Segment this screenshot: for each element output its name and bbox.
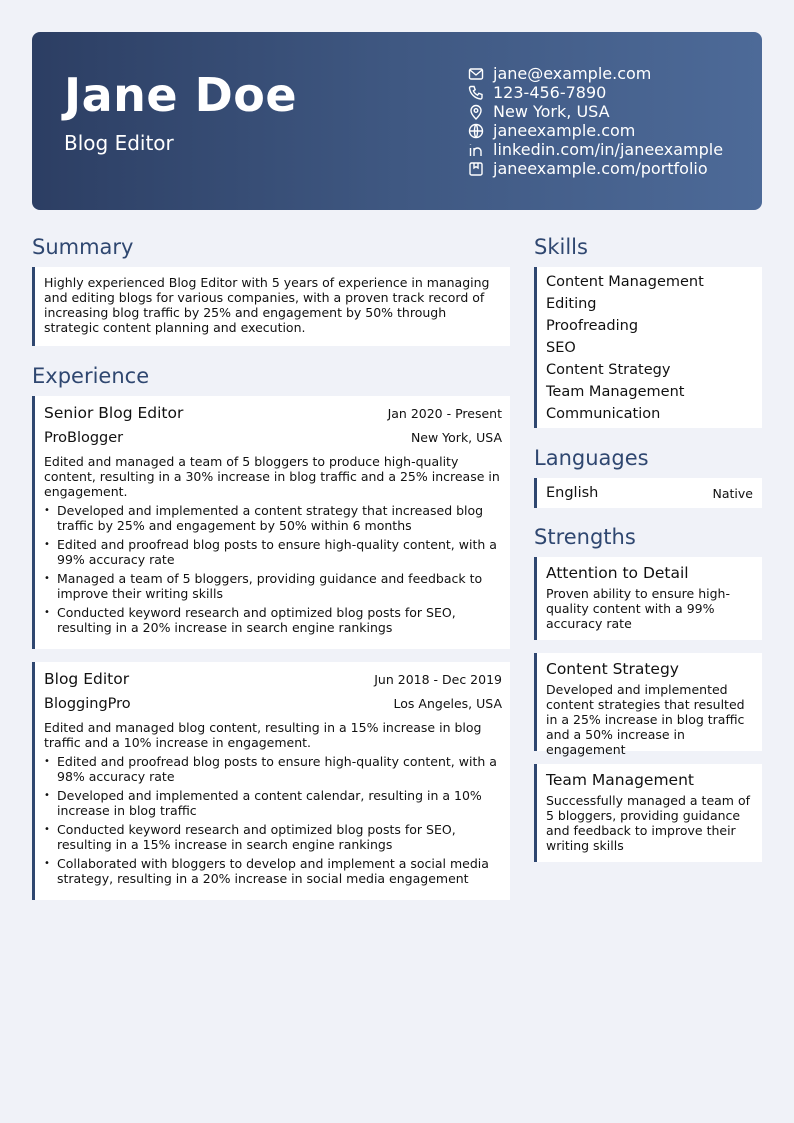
strength-description: Successfully managed a team of 5 bloggers, providing guidance and feedback to improve their writing skills <box>546 793 750 853</box>
job-bullet: • Conducted keyword research and optimized blog posts for SEO, resulting in a 20% increase in search engine rankings <box>44 605 502 635</box>
skills-heading: Skills <box>534 235 588 259</box>
skill-item: Content Strategy <box>546 362 671 378</box>
strength-item <box>534 653 762 757</box>
skills-card <box>534 267 762 428</box>
contact-linkedin-text: linkedin.com/in/janeexample <box>493 140 724 159</box>
summary-heading: Summary <box>32 235 134 259</box>
experience-item <box>32 396 510 649</box>
skill-item: Editing <box>546 296 597 312</box>
mail-icon <box>468 66 484 82</box>
job-dates: Jun 2018 - Dec 2019 <box>374 672 502 687</box>
language-name: English <box>546 485 599 501</box>
language-level: Native <box>712 485 753 501</box>
globe-icon <box>468 123 484 139</box>
strength-description: Developed and implemented content strategies that resulted in a 25% increase in blog traffic and a 50% increase in engagement <box>546 682 745 757</box>
contact-phone-text: 123-456-7890 <box>493 83 607 102</box>
portfolio-icon <box>468 161 484 177</box>
skill-item: Team Management <box>546 384 685 400</box>
resume-header <box>32 32 762 210</box>
skill-item: Proofreading <box>546 318 639 334</box>
summary-card <box>32 267 510 346</box>
contact-website[interactable] <box>468 121 723 140</box>
contact-website-text: janeexample.com <box>493 121 636 140</box>
contact-portfolio[interactable] <box>468 159 723 178</box>
job-location: Los Angeles, USA <box>393 696 502 711</box>
contact-location <box>468 102 723 121</box>
skill-item: Communication <box>546 406 661 422</box>
contact-email-text: jane@example.com <box>493 64 652 83</box>
job-bullet: • Managed a team of 5 bloggers, providing guidance and feedback to improve their writing skills <box>44 571 502 601</box>
candidate-name: Jane Doe <box>64 68 298 122</box>
language-item <box>534 478 762 508</box>
contact-phone[interactable] <box>468 83 723 102</box>
skill-item: Content Management <box>546 274 704 290</box>
job-company: ProBlogger <box>44 430 124 446</box>
strength-description: Proven ability to ensure high-quality content with a 99% accuracy rate <box>546 586 730 631</box>
job-company: BloggingPro <box>44 696 131 712</box>
contact-location-text: New York, USA <box>493 102 610 121</box>
job-bullet: • Developed and implemented a content calendar, resulting in a 10% increase in blog traffic <box>44 788 502 818</box>
job-bullet: • Conducted keyword research and optimized blog posts for SEO, resulting in a 15% increase in search engine rankings <box>44 822 502 852</box>
job-dates: Jan 2020 - Present <box>387 406 502 421</box>
contact-email[interactable] <box>468 64 723 83</box>
job-title: Senior Blog Editor <box>44 404 184 422</box>
experience-item <box>32 662 510 900</box>
job-description: Edited and managed a team of 5 bloggers to produce high-quality content, resulting in a 30% increase in blog traffic and a 25% increase in engagement. <box>44 454 500 499</box>
languages-heading: Languages <box>534 446 649 470</box>
job-bullet: • Edited and proofread blog posts to ensure high-quality content, with a 98% accuracy rate <box>44 754 502 784</box>
strength-item <box>534 764 762 862</box>
job-bullet: • Developed and implemented a content strategy that increased blog traffic by 25% and engagement by 50% within 6 months <box>44 503 502 533</box>
job-title: Blog Editor <box>44 670 130 688</box>
job-bullet: • Edited and proofread blog posts to ensure high-quality content, with a 99% accuracy rate <box>44 537 502 567</box>
strength-title: Attention to Detail <box>546 564 689 582</box>
experience-heading: Experience <box>32 364 150 388</box>
job-bullet-list <box>44 503 502 635</box>
strength-item <box>534 557 762 640</box>
location-pin-icon <box>468 104 484 120</box>
skill-item: SEO <box>546 340 576 356</box>
strengths-heading: Strengths <box>534 525 636 549</box>
job-location: New York, USA <box>410 430 502 445</box>
contact-list <box>468 64 723 178</box>
strength-title: Content Strategy <box>546 660 679 678</box>
phone-icon <box>468 85 484 101</box>
strength-title: Team Management <box>546 771 694 789</box>
job-bullet: • Collaborated with bloggers to develop and implement a social media strategy, resulting in a 20% increase in social media engagement <box>44 856 502 886</box>
contact-linkedin[interactable] <box>468 140 723 159</box>
job-description: Edited and managed blog content, resulting in a 15% increase in blog traffic and a 10% increase in engagement. <box>44 720 482 750</box>
linkedin-icon <box>468 142 484 158</box>
contact-portfolio-text: janeexample.com/portfolio <box>493 159 708 178</box>
summary-text: Highly experienced Blog Editor with 5 years of experience in managing and editing blogs for various companies, with a proven track record of increasing blog traffic by 25% and engagement by 50% through strategic content planning and execution. <box>44 275 490 335</box>
candidate-title: Blog Editor <box>64 131 174 155</box>
job-bullet-list <box>44 754 502 886</box>
